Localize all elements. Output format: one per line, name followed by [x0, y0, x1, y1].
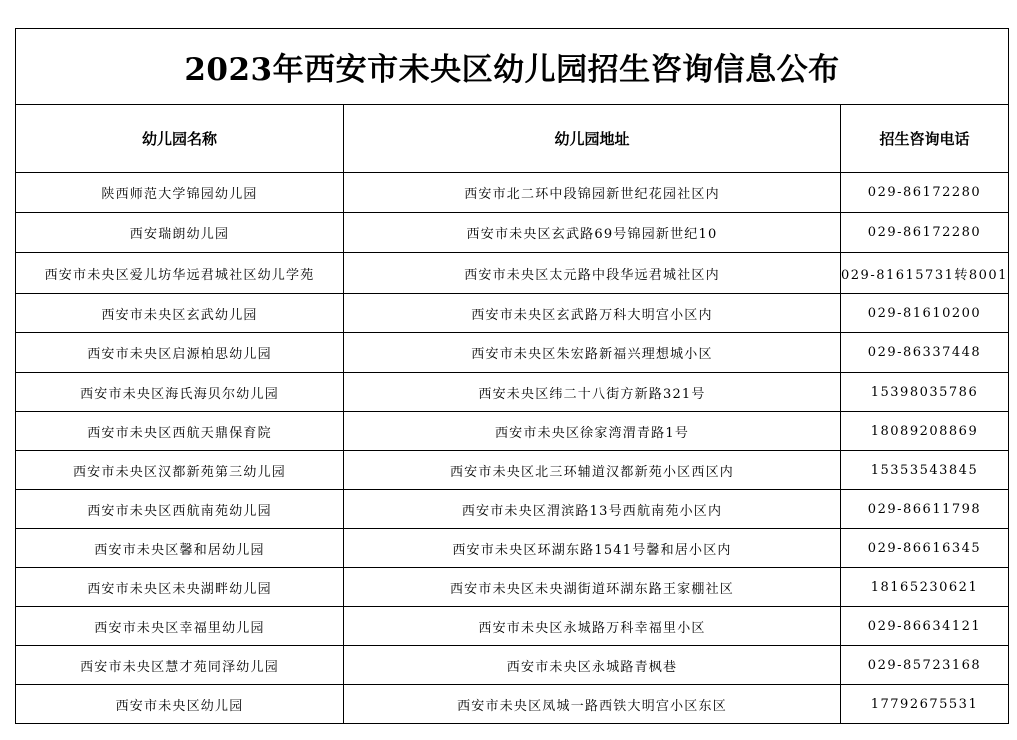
cell-address: 西安市未央区朱宏路新福兴理想城小区	[344, 333, 841, 373]
cell-phone: 029-86337448	[841, 333, 1009, 373]
header-phone: 招生咨询电话	[841, 105, 1009, 173]
document-title: 2023年西安市未央区幼儿园招生咨询信息公布	[16, 29, 1009, 105]
cell-address: 西安市未央区玄武路69号锦园新世纪10	[344, 213, 841, 253]
cell-phone: 029-86616345	[841, 529, 1009, 568]
cell-phone: 029-86172280	[841, 173, 1009, 213]
cell-phone: 15398035786	[841, 373, 1009, 412]
cell-address: 西安市未央区永城路万科幸福里小区	[344, 607, 841, 646]
table-row	[16, 294, 1009, 333]
cell-name: 西安市未央区幼儿园	[16, 685, 344, 724]
cell-name: 西安市未央区爱儿坊华远君城社区幼儿学苑	[16, 253, 344, 294]
cell-address: 西安市未央区太元路中段华远君城社区内	[344, 253, 841, 294]
cell-phone: 15353543845	[841, 451, 1009, 490]
cell-address: 西安市未央区永城路青枫巷	[344, 646, 841, 685]
table-row	[16, 607, 1009, 646]
table-row	[16, 568, 1009, 607]
table-row	[16, 373, 1009, 412]
cell-phone: 029-86634121	[841, 607, 1009, 646]
cell-name: 西安市未央区未央湖畔幼儿园	[16, 568, 344, 607]
table-row	[16, 173, 1009, 213]
cell-phone: 18165230621	[841, 568, 1009, 607]
cell-address: 西安市未央区渭滨路13号西航南苑小区内	[344, 490, 841, 529]
cell-phone: 18089208869	[841, 412, 1009, 451]
cell-name: 西安市未央区西航南苑幼儿园	[16, 490, 344, 529]
cell-name: 西安市未央区慧才苑同泽幼儿园	[16, 646, 344, 685]
kindergarten-table	[15, 28, 1009, 724]
cell-address: 西安市未央区徐家湾渭青路1号	[344, 412, 841, 451]
cell-address: 西安市未央区未央湖街道环湖东路王家棚社区	[344, 568, 841, 607]
table-row	[16, 333, 1009, 373]
cell-phone: 029-86611798	[841, 490, 1009, 529]
table-row	[16, 253, 1009, 294]
table-row	[16, 412, 1009, 451]
cell-address: 西安市北二环中段锦园新世纪花园社区内	[344, 173, 841, 213]
cell-name: 陕西师范大学锦园幼儿园	[16, 173, 344, 213]
cell-name: 西安市未央区玄武幼儿园	[16, 294, 344, 333]
cell-address: 西安市未央区凤城一路西铁大明宫小区东区	[344, 685, 841, 724]
table-row	[16, 490, 1009, 529]
table-row	[16, 685, 1009, 724]
cell-address: 西安市未央区环湖东路1541号馨和居小区内	[344, 529, 841, 568]
cell-name: 西安市未央区馨和居幼儿园	[16, 529, 344, 568]
cell-name: 西安市未央区西航天鼎保育院	[16, 412, 344, 451]
title-row	[16, 29, 1009, 105]
table-body	[16, 173, 1009, 724]
cell-phone: 029-86172280	[841, 213, 1009, 253]
cell-address: 西安市未央区北三环辅道汉都新苑小区西区内	[344, 451, 841, 490]
cell-address: 西安未央区纬二十八街方新路321号	[344, 373, 841, 412]
cell-phone: 029-81615731转8001	[841, 253, 1009, 294]
header-name: 幼儿园名称	[16, 105, 344, 173]
cell-address: 西安市未央区玄武路万科大明宫小区内	[344, 294, 841, 333]
cell-phone: 17792675531	[841, 685, 1009, 724]
cell-name: 西安市未央区海氏海贝尔幼儿园	[16, 373, 344, 412]
cell-phone: 029-85723168	[841, 646, 1009, 685]
table-row	[16, 451, 1009, 490]
header-row	[16, 105, 1009, 173]
cell-phone: 029-81610200	[841, 294, 1009, 333]
cell-name: 西安市未央区幸福里幼儿园	[16, 607, 344, 646]
cell-name: 西安市未央区汉都新苑第三幼儿园	[16, 451, 344, 490]
cell-name: 西安瑞朗幼儿园	[16, 213, 344, 253]
cell-name: 西安市未央区启源柏思幼儿园	[16, 333, 344, 373]
table-row	[16, 213, 1009, 253]
table-row	[16, 529, 1009, 568]
header-address: 幼儿园地址	[344, 105, 841, 173]
table-row	[16, 646, 1009, 685]
